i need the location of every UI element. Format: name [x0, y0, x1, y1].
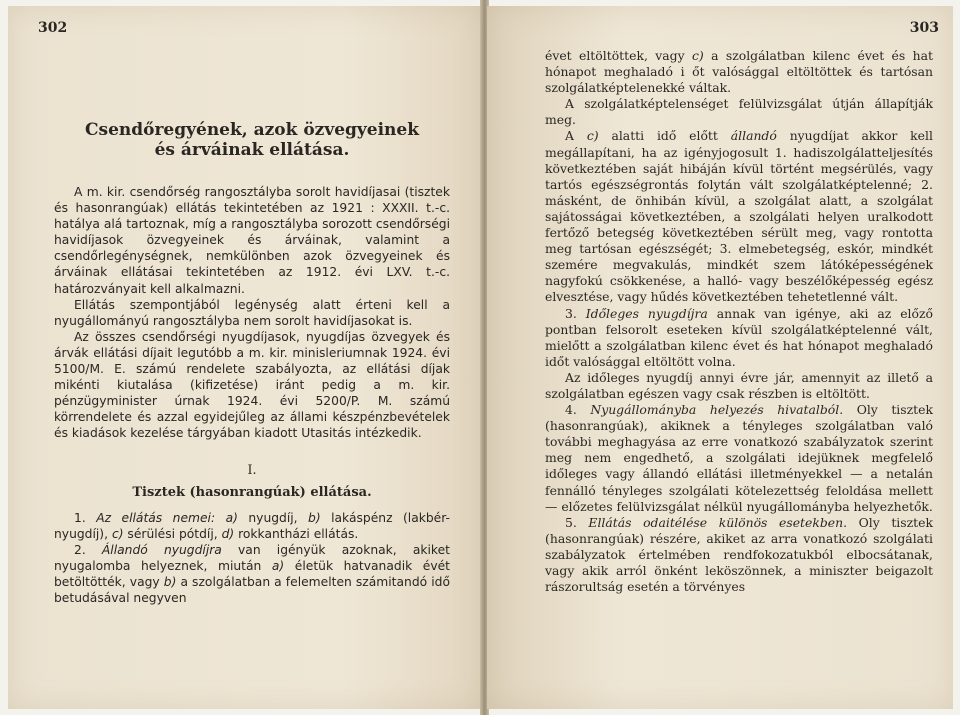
paragraph [545, 306, 933, 370]
page-number: 303 [909, 20, 939, 36]
paragraph-text: van igényük azoknak, akiket nyugalomba helyeznek, miután [54, 542, 450, 573]
emphasis: a) [225, 510, 238, 525]
paragraph-text: életük hatvanadik évét betöltötték, vagy [54, 558, 450, 589]
paragraph: Ellátás szempontjából legénység alatt érteni kell a nyugállományú rangosztályba nem sorolt havidíjasokat is. [54, 297, 450, 328]
paragraph [54, 510, 450, 542]
emphasis: c) [111, 526, 124, 541]
page-number: 302 [38, 20, 68, 36]
chapter-title-line: és árváinak ellátása. [154, 140, 350, 160]
text-column [54, 120, 450, 606]
paragraph: Az időleges nyugdíj annyi évre jár, amennyit az illető a szolgálatban egészen vagy csak részben is eltöltött. [545, 369, 933, 401]
emphasis: Állandó nyugdíjra [101, 542, 222, 557]
paragraph-text: sérülési pótdíj, [127, 526, 218, 541]
emphasis: b) [163, 574, 177, 589]
paragraph-text: 1. [74, 510, 86, 525]
paragraph: Az összes csendőrségi nyugdíjasok, nyugdíjas özvegyek és árvák ellátási díjait legutóbb a m. kir. minisleriumnak 1924. évi 5100/M. E. számú rendelete szabályozta, az ellátási díjak mikénti kiutalása (kifizetése) iránt pedig a m. kir. pénzügyminister úrnak 1924. évi 5200/P. M. számú körrendelete és azzal egyidejűleg az állami készpénzbevételek és kiadások kezelése tárgyában kiadott Utasitás intézkedik. [54, 329, 450, 441]
paragraph [54, 542, 450, 606]
text-column [545, 48, 933, 595]
emphasis: állandó [730, 128, 777, 144]
paragraph-text: 3. [565, 305, 577, 321]
paragraph-text: annak van igénye, aki az előző pontban felsorolt eseteken kívül szolgálatképtelenné vált, mielőtt a szolgálatban kilenc évet és hat hónapot meghaladó időt valósággal eltöltött volna. [545, 305, 933, 369]
paragraph-text: a szolgálatban a felemelten számitandó idő betudásával negyven [54, 574, 450, 605]
paragraph [545, 48, 933, 96]
paragraph [545, 515, 933, 595]
emphasis: d) [221, 526, 235, 541]
emphasis: b) [308, 510, 321, 525]
chapter-title [54, 120, 450, 160]
section-title: Tisztek (hasonrangúak) ellátása. [132, 484, 372, 500]
emphasis: Nyugállományba helyezés hivatalból. [590, 402, 844, 418]
paragraph [545, 402, 933, 515]
paragraph-text: A [565, 128, 574, 144]
paragraph-text: lakáspénz (lakbér-nyugdíj), [54, 510, 450, 541]
paragraph-text: nyugdíjat akkor kell megállapítani, ha az igényjogosult 1. hadiszolgálatteljesítés következtében saját hibáján kívül történt megsérülés, vagy tartós egészségrontás folytán vált szolgálatképtelenné; 2. másként, de önhibán kívül, a szolgálat alatt, a szolgálat sajátosságai következtében, a szolgálati helyen uralkodott fertőző betegség következtében sérült meg, vagy rontotta meg tartósan egészségét; 3. elmebetegség, eskór, mindkét szemére megvakulás, mindkét szem látóképességének nagyfokú csökkenése, a halló- vagy beszélőképesség egész elvesztése, vagy hűdés következtében tehetetlenné vált. [545, 128, 933, 305]
paragraph-text: rokkantházi ellátás. [238, 526, 359, 541]
emphasis: a) [271, 558, 285, 573]
paragraph: A m. kir. csendőrség rangosztályba sorolt havidíjasai (tisztek és hasonrangúak) ellátás tekintetében az 1921 : XXXII. t.-c. hatálya alá tartoznak, míg a rangosztályba sorozott csendőrségi havidíjasok özvegyeinek és árváinak, valamint a csendőrlegénységnek, nemkülönben azok özvegyeinek és árváinak ellátásai tekintetében az 1912. évi LXV. t.-c. határozványait kell alkalmazni. [54, 185, 451, 296]
paragraph [545, 128, 933, 305]
section-number: I. [247, 461, 257, 477]
chapter-title-line: Csendőregyének, azok özvegyeinek [84, 120, 420, 140]
left-page [8, 6, 482, 709]
paragraph-text: évet eltöltöttek, vagy [545, 48, 685, 63]
emphasis: c) [691, 48, 704, 63]
paragraph-text: a szolgálatban kilenc évet és hat hónapot meghaladó i őt valósággal eltöltöttek és tartósan szolgálatképtelenekké váltak. [545, 48, 933, 96]
paragraph-text: Oly tisztek (hasonrangúak) részére, akiket az arra vonatkozó szolgálati szabályzatok értelmében rendfokozatukból elbocsátanak, vagy akik arról önként leköszönnek, a miniszter beigazolt rászorultság esetén a törvényes [545, 514, 933, 595]
paragraph-text: alatti idő előtt [611, 128, 718, 144]
paragraph-text: Oly tisztek (hasonrangúak), akiknek a tényleges szolgálatban való további meghagyása az erre vonatkozó szabályzatok szerint meg nem engedhető, a szolgálati idejüknek megfelelő időleges vagy állandó ellátási illetményekkel — a netalán fennálló tényleges szolgálati kötelezettség feloldása mellett — előzetes felülvizsgálat nélkül nyugállományba helyezhetők. [545, 402, 933, 514]
emphasis: Az ellátás nemei: [96, 510, 216, 525]
paragraph-text: 4. [565, 402, 577, 418]
emphasis: Ellátás odaitélése különös esetekben. [588, 514, 848, 530]
paragraph-text: nyugdíj, [248, 510, 298, 525]
paragraph-text: 5. [565, 514, 577, 530]
paragraph: A szolgálatképtelenséget felülvizsgálat útján állapítják meg. [545, 96, 933, 128]
right-page [487, 6, 953, 709]
emphasis: c) [586, 128, 599, 144]
paragraph-text: 2. [74, 542, 86, 557]
emphasis: Időleges nyugdíjra [585, 305, 708, 321]
